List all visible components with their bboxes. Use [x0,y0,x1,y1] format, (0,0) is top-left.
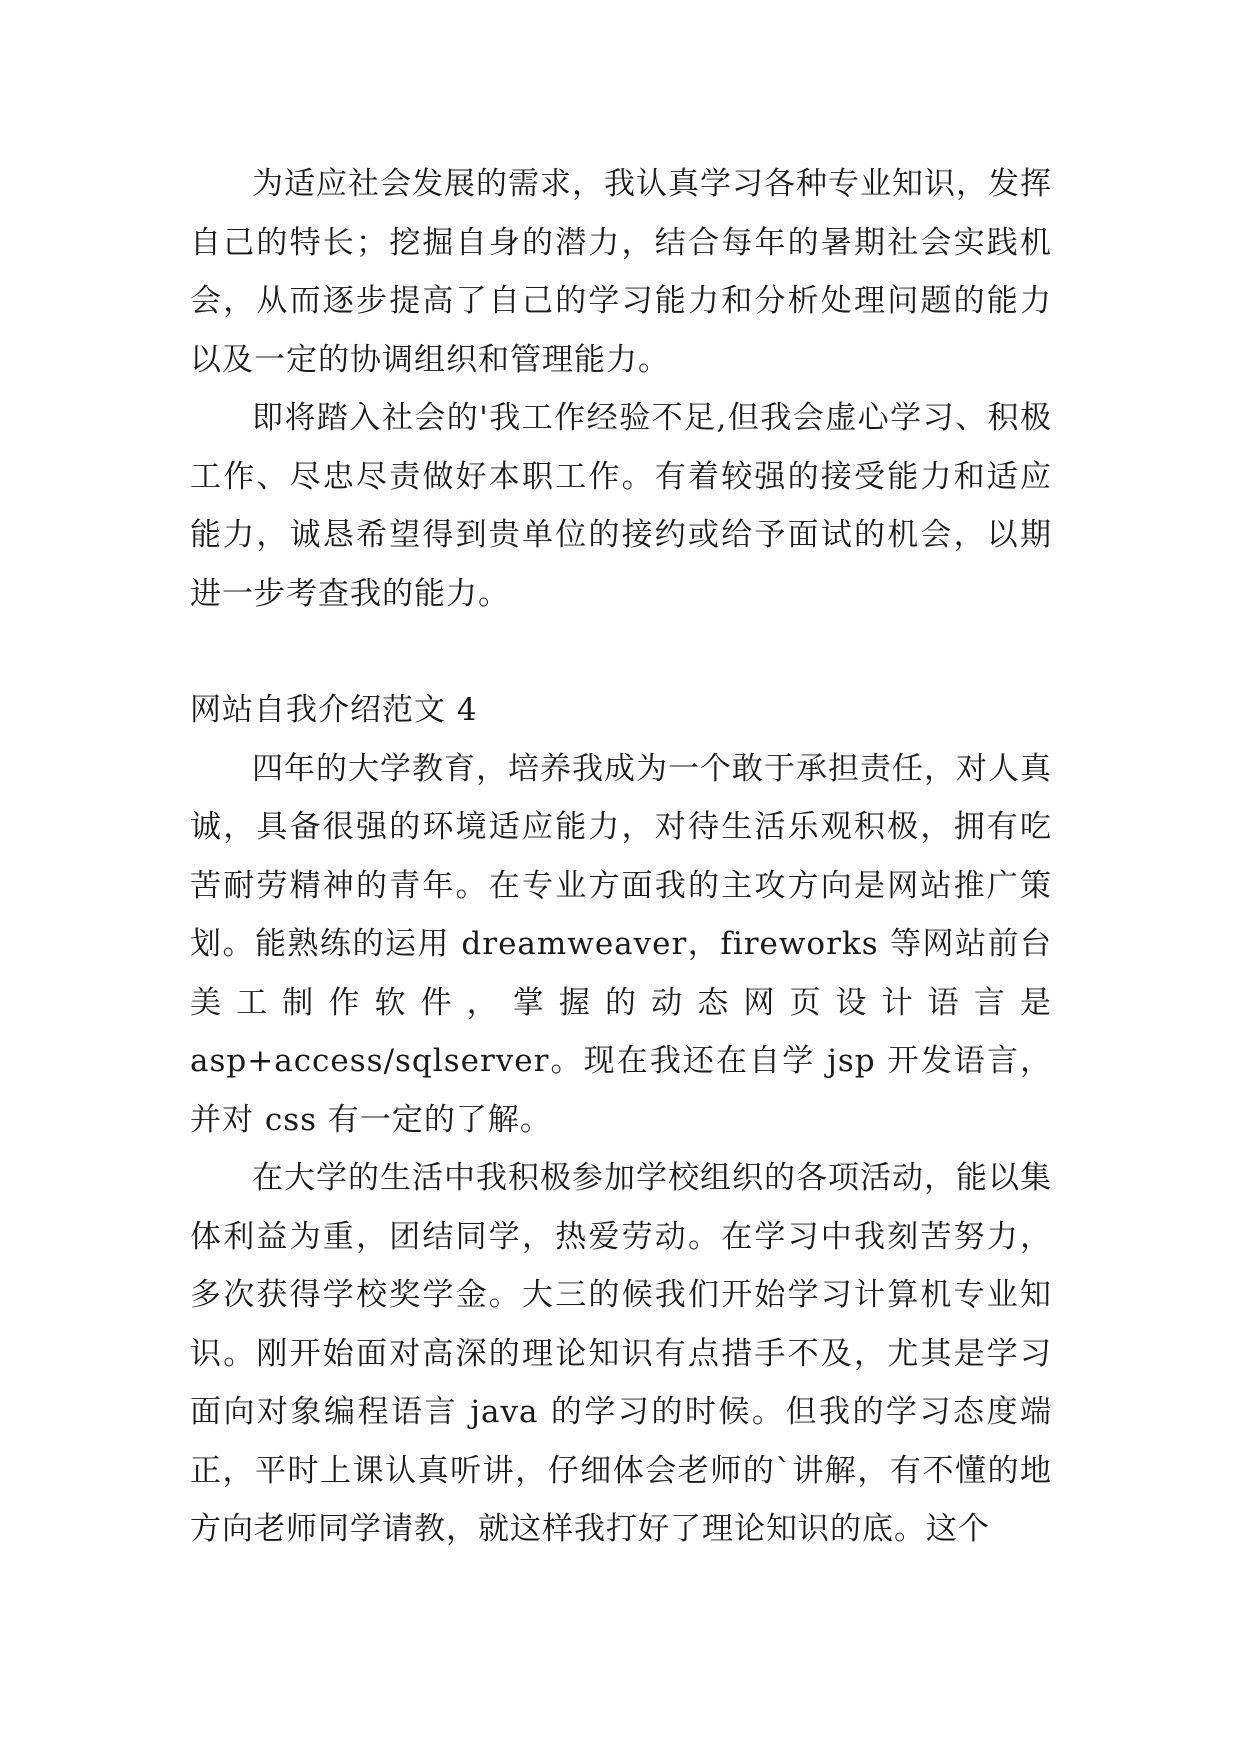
paragraph-entering-society: 即将踏入社会的'我工作经验不足,但我会虚心学习、积极工作、尽忠尽责做好本职工作。有着较强的接受能力和适应能力，诚恳希望得到贵单位的接约或给予面试的机会，以期进一步考查我的能力。 [190,400,1052,612]
section-heading: 网站自我介绍范文 4 [190,692,478,728]
paragraph-study-ability: 为适应社会发展的需求，我认真学习各种专业知识，发挥自己的特长；挖掘自身的潜力，结合每年的暑期社会实践机会，从而逐步提高了自己的学习能力和分析处理问题的能力以及一定的协调组织和管理能力。 [190,166,1052,378]
paragraph-university-life: 在大学的生活中我积极参加学校组织的各项活动，能以集体利益为重，团结同学，热爱劳动。在学习中我刻苦努力，多次获得学校奖学金。大三的候我们开始学习计算机专业知识。刚开始面对高深的理论知识有点措手不及，尤其是学习面向对象编程语言 java 的学习的时候。但我的学习态度端正，平时上课认真听讲，仔细体会老师的`讲解，有不懂的地方向老师同学请教，就这样我打好了理论知识的底。这个 [190,1160,1052,1547]
document-page [190,155,1052,1559]
paragraph-university-education: 四年的大学教育，培养我成为一个敢于承担责任，对人真诚，具备很强的环境适应能力，对待生活乐观积极，拥有吃苦耐劳精神的青年。在专业方面我的主攻方向是网站推广策划。能熟练的运用 dreamweaver，fireworks 等网站前台美工制作软件，掌握的动态网页设计语言是 asp+access/sqlserver。现在我还在自学 jsp 开发语言，并对 css 有一定的了解。 [190,750,1052,1138]
section-spacer [190,623,1052,681]
